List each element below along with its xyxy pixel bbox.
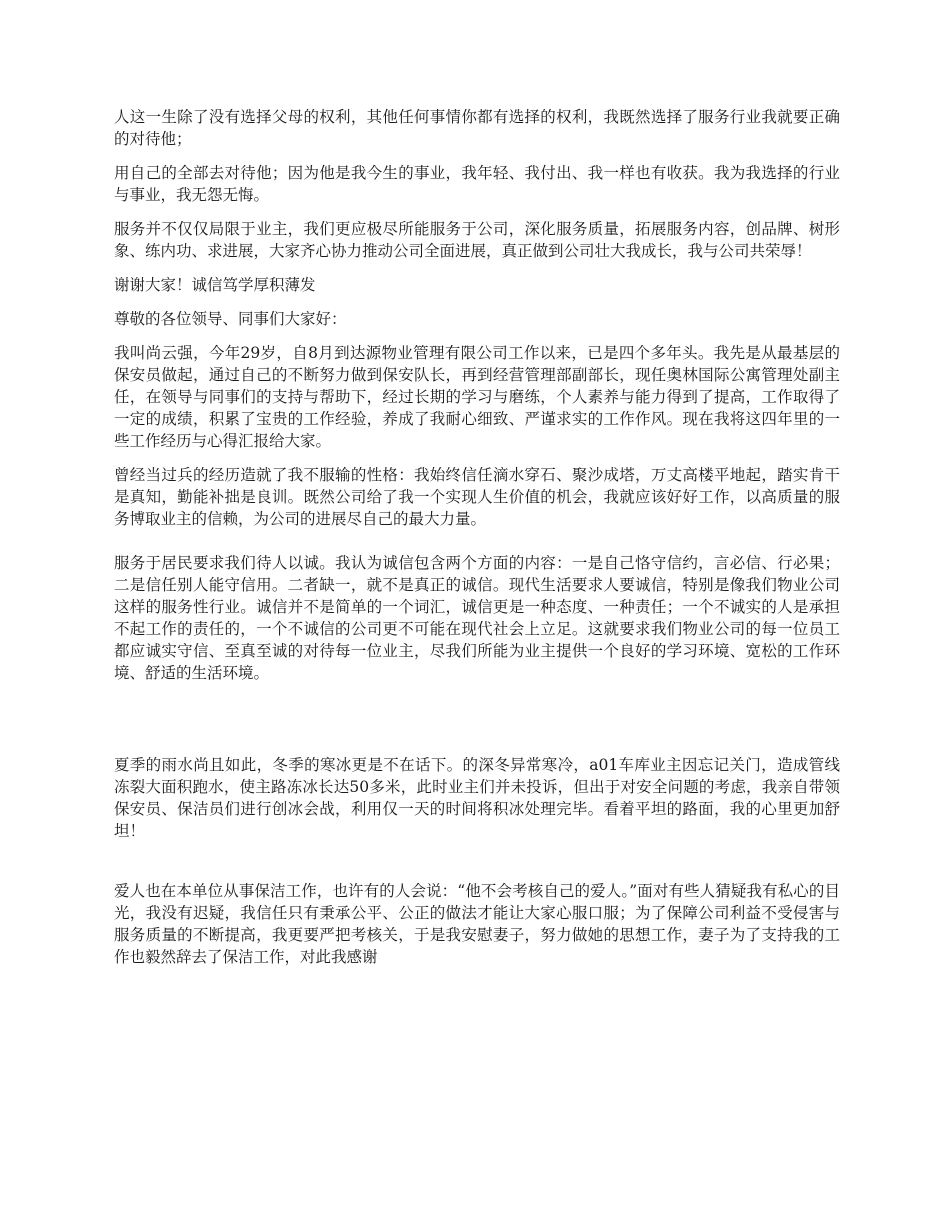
paragraph-5: 尊敬的各位领导、同事们大家好：	[114, 310, 347, 328]
paragraph-7: 曾经当过兵的经历造就了我不服输的性格：我始终信任滴水穿石、聚沙成塔，万丈高楼平地起，踏实肯干是真知，勤能补拙是良训。既然公司给了我一个实现人生价值的机会，我就应该好好工作，以高质量的服务博取业主的信赖，为公司的进展尽自己的最大力量。	[114, 466, 840, 528]
paragraph-8: 服务于居民要求我们待人以诚。我认为诚信包含两个方面的内容：一是自己恪守信约，言必信、行必果；二是信任别人能守信用。二者缺一，就不是真正的诚信。现代生活要求人要诚信，特别是像我们物业公司这样的服务性行业。诚信并不是简单的一个词汇，诚信更是一种态度、一种责任；一个不诚实的人是承担不起工作的责任的，一个不诚信的公司更不可能在现代社会上立足。这就要求我们物业公司的每一位员工都应诚实守信、至真至诚的对待每一位业主，尽我们所能为业主提供一个良好的学习环境、宽松的工作环境、舒适的生活环境。	[114, 554, 840, 682]
paragraph-10: 爱人也在本单位从事保洁工作，也许有的人会说：“他不会考核自己的爱人。”面对有些人猜疑我有私心的目光，我没有迟疑，我信任只有秉承公平、公正的做法才能让大家心服口服；为了保障公司利益不受侵害与服务质量的不断提高，我更要严把考核关，于是我安慰妻子，努力做她的思想工作，妻子为了支持我的工作也毅然辞去了保洁工作，对此我感谢	[114, 882, 840, 966]
document-body	[114, 106, 840, 980]
paragraph-6: 我叫尚云强，今年29岁，自8月到达源物业管理有限公司工作以来，已是四个多年头。我先是从最基层的保安员做起，通过自己的不断努力做到保安队长，再到经营管理部副部长，现任奥林国际公寓管理处副主任，在领导与同事们的支持与帮助下，经过长期的学习与磨练，个人素养与能力得到了提高，工作取得了一定的成绩，积累了宝贵的工作经验，养成了我耐心细致、严谨求实的工作作风。现在我将这四年里的一些工作经历与心得汇报给大家。	[114, 344, 840, 450]
paragraph-9: 夏季的雨水尚且如此，冬季的寒冰更是不在话下。的深冬异常寒冷，a01车库业主因忘记关门，造成管线冻裂大面积跑水，使主路冻冰长达50多米，此时业主们并未投诉，但出于对安全问题的考虑，我亲自带领保安员、保洁员们进行创冰会战，利用仅一天的时间将积冰处理完毕。看着平坦的路面，我的心里更加舒坦！	[114, 756, 840, 840]
paragraph-4: 谢谢大家！诚信笃学厚积薄发	[114, 276, 316, 294]
paragraph-3: 服务并不仅仅局限于业主，我们更应极尽所能服务于公司，深化服务质量，拓展服务内容，创品牌、树形象、练内功、求进展，大家齐心协力推动公司全面进展，真正做到公司壮大我成长，我与公司共荣辱！	[114, 220, 840, 260]
paragraph-1: 人这一生除了没有选择父母的权利，其他任何事情你都有选择的权利，我既然选择了服务行业我就要正确的对待他；	[114, 108, 840, 148]
paragraph-2: 用自己的全部去对待他；因为他是我今生的事业，我年轻、我付出、我一样也有收获。我为我选择的行业与事业，我无怨无悔。	[114, 164, 840, 204]
